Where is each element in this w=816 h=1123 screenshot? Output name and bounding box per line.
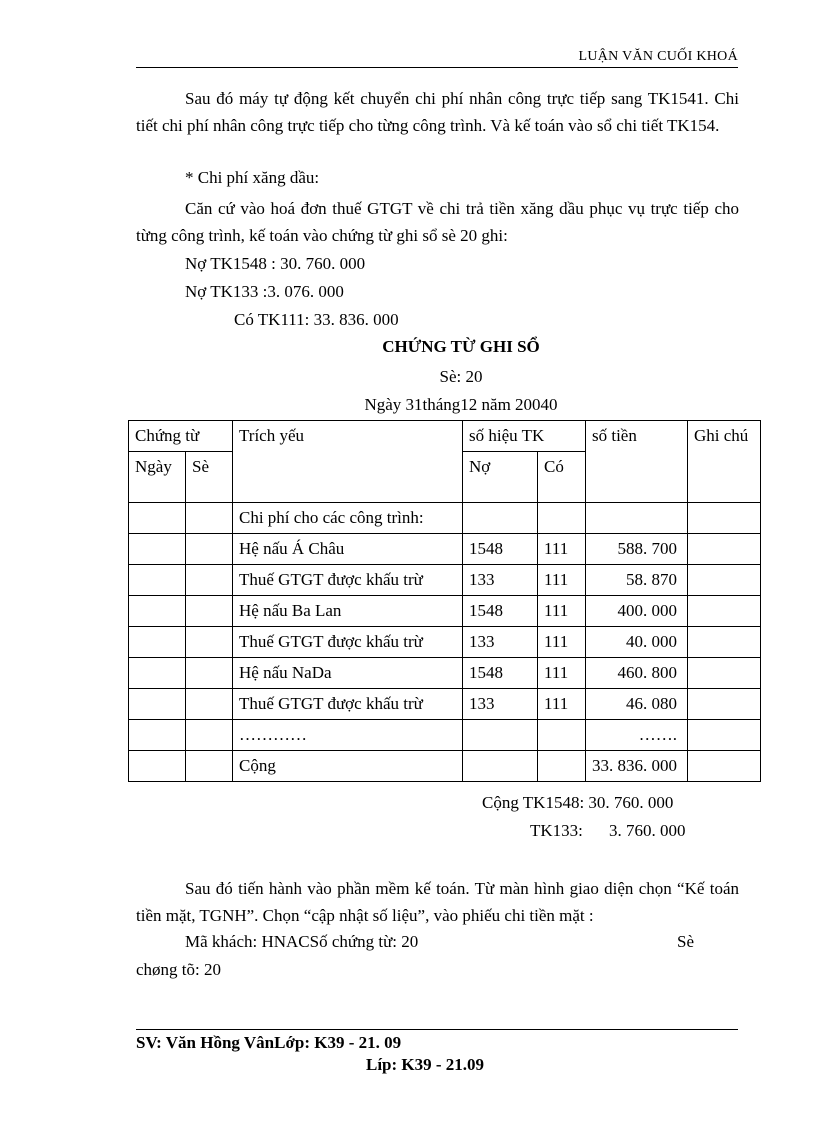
row-description: Hệ nấu Á Châu — [233, 534, 463, 565]
table-total-row — [129, 751, 761, 782]
table-cell — [129, 534, 186, 565]
customer-code-field: Mã khách: HNACSố chứng từ: 20 — [185, 932, 419, 951]
intro-paragraph-1: Sau đó máy tự động kết chuyển chi phí nhân công trực tiếp sang TK1541. Chi tiết chi phí nhân công trực tiếp cho từng công trình. Và kế toán vào sổ chi tiết TK154. — [136, 89, 739, 135]
header-title: LUẬN VĂN CUỐI KHOÁ — [578, 49, 738, 64]
total-tk1548: Cộng TK1548: 30. 760. 000 — [482, 793, 674, 812]
row-description: Hệ nấu Ba Lan — [233, 596, 463, 627]
row-credit-account — [538, 720, 586, 751]
table-header-row — [129, 421, 761, 452]
table-cell — [129, 689, 186, 720]
row-description: Thuế GTGT được khấu trừ — [233, 565, 463, 596]
footer-student-line: SV: Văn Hồng VânLớp: K39 - 21. 09 — [136, 1033, 402, 1052]
table-row — [129, 534, 761, 565]
row-debit-account — [463, 503, 538, 534]
row-description: Thuế GTGT được khấu trừ — [233, 627, 463, 658]
table-cell — [688, 658, 761, 689]
row-credit-account: 111 — [538, 565, 586, 596]
row-amount — [586, 503, 688, 534]
journal-entry-debit-133: Nợ TK133 :3. 076. 000 — [185, 282, 344, 301]
table-cell — [688, 689, 761, 720]
row-amount: 400. 000 — [586, 596, 688, 627]
table-cell — [186, 627, 233, 658]
document-number-value: chøng tõ: 20 — [136, 960, 221, 979]
table-row — [129, 627, 761, 658]
voucher-rows — [129, 503, 761, 751]
header-ngay: Ngày — [129, 452, 186, 503]
row-debit-account: 133 — [463, 565, 538, 596]
footer-rule — [136, 1029, 738, 1030]
row-description: ………… — [233, 720, 463, 751]
table-cell — [688, 596, 761, 627]
table-cell — [129, 720, 186, 751]
table-cell — [688, 627, 761, 658]
table-row — [129, 689, 761, 720]
table-cell — [129, 751, 186, 782]
table-cell — [129, 627, 186, 658]
header-chung-tu: Chứng từ — [129, 421, 233, 452]
table-cell — [129, 658, 186, 689]
row-credit-account: 111 — [538, 596, 586, 627]
row-amount: 588. 700 — [586, 534, 688, 565]
header-no: Nợ — [463, 452, 538, 503]
table-cell — [688, 534, 761, 565]
table-cell — [463, 751, 538, 782]
voucher-number: Sè: 20 — [439, 367, 483, 386]
row-amount: 460. 800 — [586, 658, 688, 689]
outro-paragraph: Sau đó tiến hành vào phần mềm kế toán. Từ màn hình giao diện chọn “Kế toán tiền mặt, TGNH”. Chọn “cập nhật số liệu”, vào phiếu chi tiền mặt : — [136, 879, 739, 925]
table-cell — [186, 534, 233, 565]
row-debit-account — [463, 720, 538, 751]
table-cell — [186, 689, 233, 720]
row-debit-account: 1548 — [463, 534, 538, 565]
total-tk133-label: TK133: — [530, 821, 583, 840]
header-so-hieu-tk: số hiệu TK — [463, 421, 586, 452]
row-amount: 58. 870 — [586, 565, 688, 596]
row-credit-account: 111 — [538, 689, 586, 720]
table-cell — [186, 720, 233, 751]
total-amount: 33. 836. 000 — [586, 751, 688, 782]
table-cell — [186, 503, 233, 534]
row-debit-account: 1548 — [463, 658, 538, 689]
row-debit-account: 133 — [463, 689, 538, 720]
table-cell — [688, 720, 761, 751]
row-amount: 46. 080 — [586, 689, 688, 720]
intro-paragraph-2: Căn cứ vào hoá đơn thuế GTGT về chi trả tiền xăng dầu phục vụ trực tiếp cho từng công trình, kế toán vào chứng từ ghi sổ sè 20 ghi: — [136, 199, 739, 245]
row-debit-account: 133 — [463, 627, 538, 658]
row-credit-account — [538, 503, 586, 534]
table-cell — [186, 658, 233, 689]
header-trich-yeu: Trích yếu — [233, 421, 463, 503]
total-tk133-value: 3. 760. 000 — [609, 821, 686, 840]
table-cell — [688, 751, 761, 782]
header-co: Có — [538, 452, 586, 503]
table-cell — [186, 751, 233, 782]
voucher-date: Ngày 31tháng12 năm 20040 — [364, 395, 558, 414]
header-so-tien: số tiền — [586, 421, 688, 503]
table-row — [129, 720, 761, 751]
total-label: Cộng — [233, 751, 463, 782]
document-number-label: Sè — [677, 932, 694, 951]
row-debit-account: 1548 — [463, 596, 538, 627]
row-credit-account: 111 — [538, 534, 586, 565]
header-ghi-chu: Ghi chú — [688, 421, 761, 503]
table-row — [129, 658, 761, 689]
row-amount: ……. — [586, 720, 688, 751]
section-heading: * Chi phí xăng dầu: — [185, 168, 320, 187]
table-cell — [186, 565, 233, 596]
table-row — [129, 503, 761, 534]
journal-entry-debit-1548: Nợ TK1548 : 30. 760. 000 — [185, 254, 366, 273]
row-credit-account: 111 — [538, 627, 586, 658]
table-cell — [688, 565, 761, 596]
row-description: Thuế GTGT được khấu trừ — [233, 689, 463, 720]
table-cell — [538, 751, 586, 782]
row-description: Chi phí cho các công trình: — [233, 503, 463, 534]
table-cell — [688, 503, 761, 534]
row-amount: 40. 000 — [586, 627, 688, 658]
voucher-title: CHỨNG TỪ GHI SỔ — [382, 337, 540, 356]
table-cell — [129, 565, 186, 596]
header-so: Sè — [186, 452, 233, 503]
journal-entry-credit-111: Có TK111: 33. 836. 000 — [234, 310, 399, 329]
table-cell — [186, 596, 233, 627]
header-rule — [136, 67, 738, 68]
row-credit-account: 111 — [538, 658, 586, 689]
row-description: Hệ nấu NaDa — [233, 658, 463, 689]
voucher-table — [128, 420, 761, 782]
table-cell — [129, 503, 186, 534]
footer-class-line: Líp: K39 - 21.09 — [366, 1055, 485, 1074]
table-cell — [129, 596, 186, 627]
table-row — [129, 565, 761, 596]
table-row — [129, 596, 761, 627]
